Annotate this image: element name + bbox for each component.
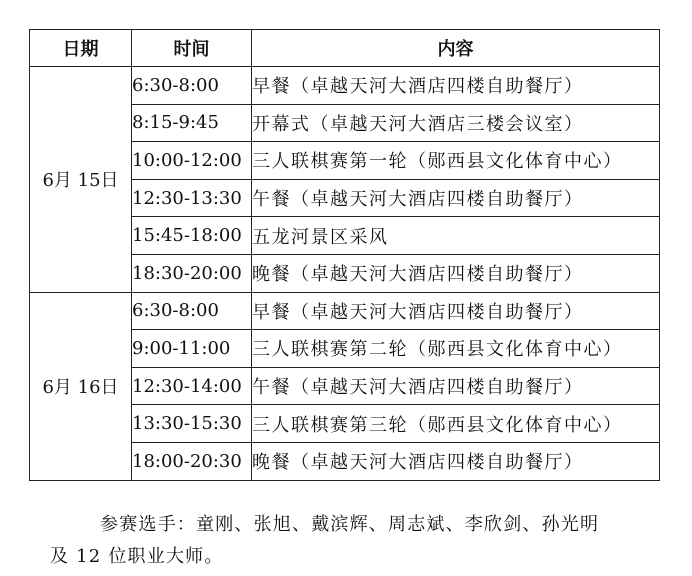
content-cell: 午餐（卓越天河大酒店四楼自助餐厅） bbox=[252, 179, 660, 217]
content-cell: 开幕式（卓越天河大酒店三楼会议室） bbox=[252, 104, 660, 142]
time-cell: 12:30-13:30 bbox=[132, 179, 252, 217]
content-cell: 早餐（卓越天河大酒店四楼自助餐厅） bbox=[252, 292, 660, 330]
header-date: 日期 bbox=[30, 30, 132, 67]
time-cell: 9:00-11:00 bbox=[132, 330, 252, 368]
schedule-row bbox=[30, 67, 660, 105]
content-cell: 三人联棋赛第三轮（郧西县文化体育中心） bbox=[252, 405, 660, 443]
time-cell: 10:00-12:00 bbox=[132, 142, 252, 180]
time-cell: 8:15-9:45 bbox=[132, 104, 252, 142]
header-row bbox=[30, 30, 660, 67]
date-cell: 6月 16日 bbox=[30, 292, 132, 480]
content-cell: 早餐（卓越天河大酒店四楼自助餐厅） bbox=[252, 67, 660, 105]
content-cell: 三人联棋赛第二轮（郧西县文化体育中心） bbox=[252, 330, 660, 368]
content-cell: 晚餐（卓越天河大酒店四楼自助餐厅） bbox=[252, 254, 660, 292]
content-cell: 五龙河景区采风 bbox=[252, 217, 660, 255]
time-cell: 6:30-8:00 bbox=[132, 292, 252, 330]
time-cell: 18:30-20:00 bbox=[132, 254, 252, 292]
header-content: 内容 bbox=[252, 30, 660, 67]
time-cell: 18:00-20:30 bbox=[132, 442, 252, 480]
time-cell: 6:30-8:00 bbox=[132, 67, 252, 105]
content-cell: 三人联棋赛第一轮（郧西县文化体育中心） bbox=[252, 142, 660, 180]
content-cell: 晚餐（卓越天河大酒店四楼自助餐厅） bbox=[252, 442, 660, 480]
content-cell: 午餐（卓越天河大酒店四楼自助餐厅） bbox=[252, 367, 660, 405]
participants-note-continued: 及 12 位职业大师。 bbox=[50, 546, 224, 567]
schedule-body bbox=[30, 67, 660, 481]
participants-note: 参赛选手：童刚、张旭、戴滨辉、周志斌、李欣剑、孙光明 bbox=[100, 514, 600, 535]
time-cell: 15:45-18:00 bbox=[132, 217, 252, 255]
schedule-row bbox=[30, 292, 660, 330]
time-cell: 12:30-14:00 bbox=[132, 367, 252, 405]
date-cell: 6月 15日 bbox=[30, 67, 132, 293]
schedule-table bbox=[29, 29, 660, 481]
time-cell: 13:30-15:30 bbox=[132, 405, 252, 443]
header-time: 时间 bbox=[132, 30, 252, 67]
